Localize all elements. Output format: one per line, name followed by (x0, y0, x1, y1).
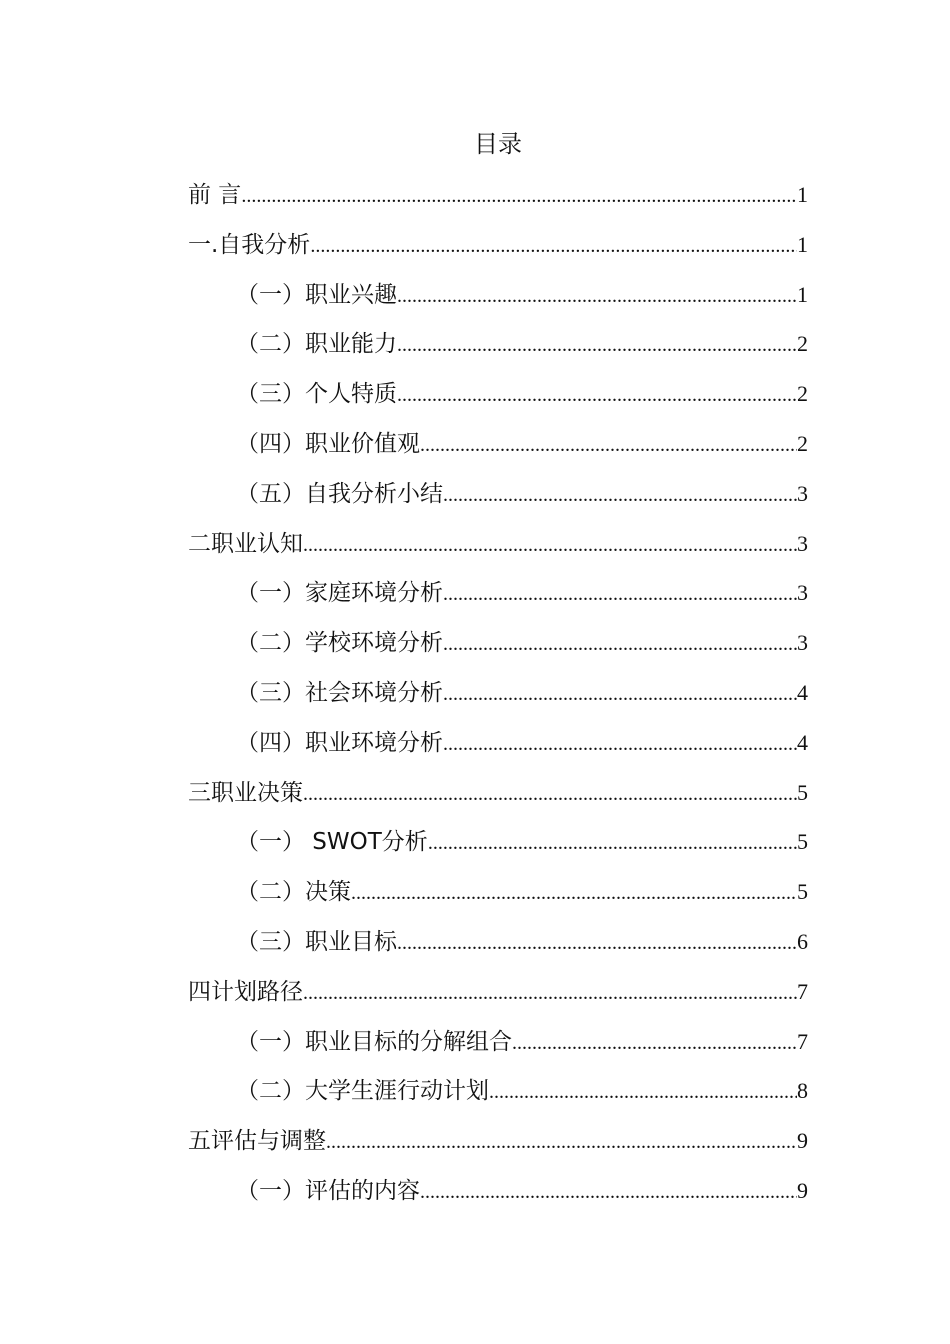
toc-leader-dots (326, 1118, 797, 1168)
toc-entry-text: （一）职业目标的分解组合 (236, 1028, 512, 1055)
toc-entry-text: 五评估与调整 (188, 1128, 326, 1155)
toc-entry-page: 3 (797, 530, 808, 556)
toc-leader-dots (241, 172, 797, 222)
toc-entry[interactable] (188, 1116, 808, 1166)
toc-entry[interactable] (188, 170, 808, 220)
toc-leader-dots (489, 1068, 797, 1118)
toc-entry-page: 5 (797, 879, 808, 905)
toc-entry-page: 9 (797, 1177, 808, 1203)
toc-entry-page: 1 (797, 182, 808, 207)
toc-entry[interactable] (188, 220, 808, 270)
toc-entry-text: （一）家庭环境分析 (236, 580, 443, 607)
toc-entry[interactable] (188, 419, 808, 469)
toc-entry-page: 7 (797, 1028, 808, 1054)
toc-entry-text: （二）决策 (236, 879, 351, 906)
toc-entry[interactable] (188, 469, 808, 519)
toc-leader-dots (428, 819, 797, 869)
toc-leader-dots (397, 919, 797, 969)
toc-entry-text: （二）大学生涯行动计划 (236, 1078, 489, 1105)
toc-entry-text: 四计划路径 (188, 978, 303, 1005)
toc-entry[interactable] (188, 1017, 808, 1067)
toc-entry[interactable] (188, 718, 808, 768)
toc-leader-dots (512, 1019, 797, 1069)
toc-entry-page: 5 (797, 829, 808, 855)
toc-entry-page: 2 (797, 430, 808, 456)
toc-entry[interactable] (188, 369, 808, 419)
toc-leader-dots (310, 222, 797, 272)
toc-entry-page: 4 (797, 679, 808, 705)
toc-entry-page: 2 (797, 381, 808, 407)
toc-entry[interactable] (188, 967, 808, 1017)
toc-entry[interactable] (188, 768, 808, 818)
toc-entry-page: 5 (797, 779, 808, 805)
toc-entry[interactable] (188, 270, 808, 320)
toc-leader-dots (351, 869, 797, 919)
toc-title: 目录 (474, 130, 522, 158)
toc-entry[interactable] (188, 319, 808, 369)
toc-entry-text: （一）职业兴趣 (236, 281, 397, 308)
toc-entry[interactable] (188, 519, 808, 569)
toc-entry-page: 1 (797, 281, 808, 307)
toc-entry[interactable] (188, 867, 808, 917)
toc-entry-text: （四）职业价值观 (236, 430, 420, 457)
toc-entry-page: 2 (797, 331, 808, 357)
toc-leader-dots (303, 521, 797, 571)
toc-entry[interactable] (188, 1166, 808, 1216)
toc-entry-text: （三）个人特质 (236, 381, 397, 408)
toc-leader-dots (397, 272, 797, 322)
toc-entry-text: （二）职业能力 (236, 331, 397, 358)
toc-entry-text: （二）学校环境分析 (236, 630, 443, 657)
toc-entry[interactable] (188, 917, 808, 967)
toc-entry-text: 前 言 (188, 182, 242, 208)
toc-leader-dots (443, 471, 797, 521)
toc-entry-text: （三）社会环境分析 (236, 679, 443, 706)
toc-entry-text: 一.自我分析 (188, 231, 311, 258)
toc-entry-text: （一）评估的内容 (236, 1177, 420, 1204)
toc-entry-text: （一） SWOT分析 (236, 829, 428, 856)
toc-entry-page: 3 (797, 630, 808, 656)
toc-leader-dots (397, 321, 797, 371)
toc-entry-text: 二职业认知 (188, 530, 303, 557)
toc-entry-page: 8 (797, 1078, 808, 1104)
toc-entry[interactable] (188, 668, 808, 718)
toc-entry-page: 9 (797, 1128, 808, 1154)
toc-entry-text: （四）职业环境分析 (236, 729, 443, 756)
toc-leader-dots (420, 421, 797, 471)
toc-entry-text: （三）职业目标 (236, 928, 397, 955)
toc-entry[interactable] (188, 568, 808, 618)
toc-entry[interactable] (188, 817, 808, 867)
toc-entry-page: 1 (797, 231, 808, 257)
toc-list (188, 170, 808, 1216)
toc-entry-page: 4 (797, 729, 808, 755)
toc-entry-page: 6 (797, 928, 808, 954)
toc-entry-page: 3 (797, 580, 808, 606)
toc-leader-dots (420, 1168, 797, 1218)
toc-entry-text: 三职业决策 (188, 779, 303, 806)
toc-leader-dots (303, 969, 797, 1019)
toc-leader-dots (397, 371, 797, 421)
toc-entry-page: 3 (797, 480, 808, 506)
toc-entry-text: （五）自我分析小结 (236, 480, 443, 507)
toc-leader-dots (443, 620, 797, 670)
toc-leader-dots (443, 570, 797, 620)
toc-leader-dots (443, 670, 797, 720)
toc-entry[interactable] (188, 1066, 808, 1116)
toc-leader-dots (443, 720, 797, 770)
toc-leader-dots (303, 770, 797, 820)
toc-entry-page: 7 (797, 978, 808, 1004)
toc-entry[interactable] (188, 618, 808, 668)
